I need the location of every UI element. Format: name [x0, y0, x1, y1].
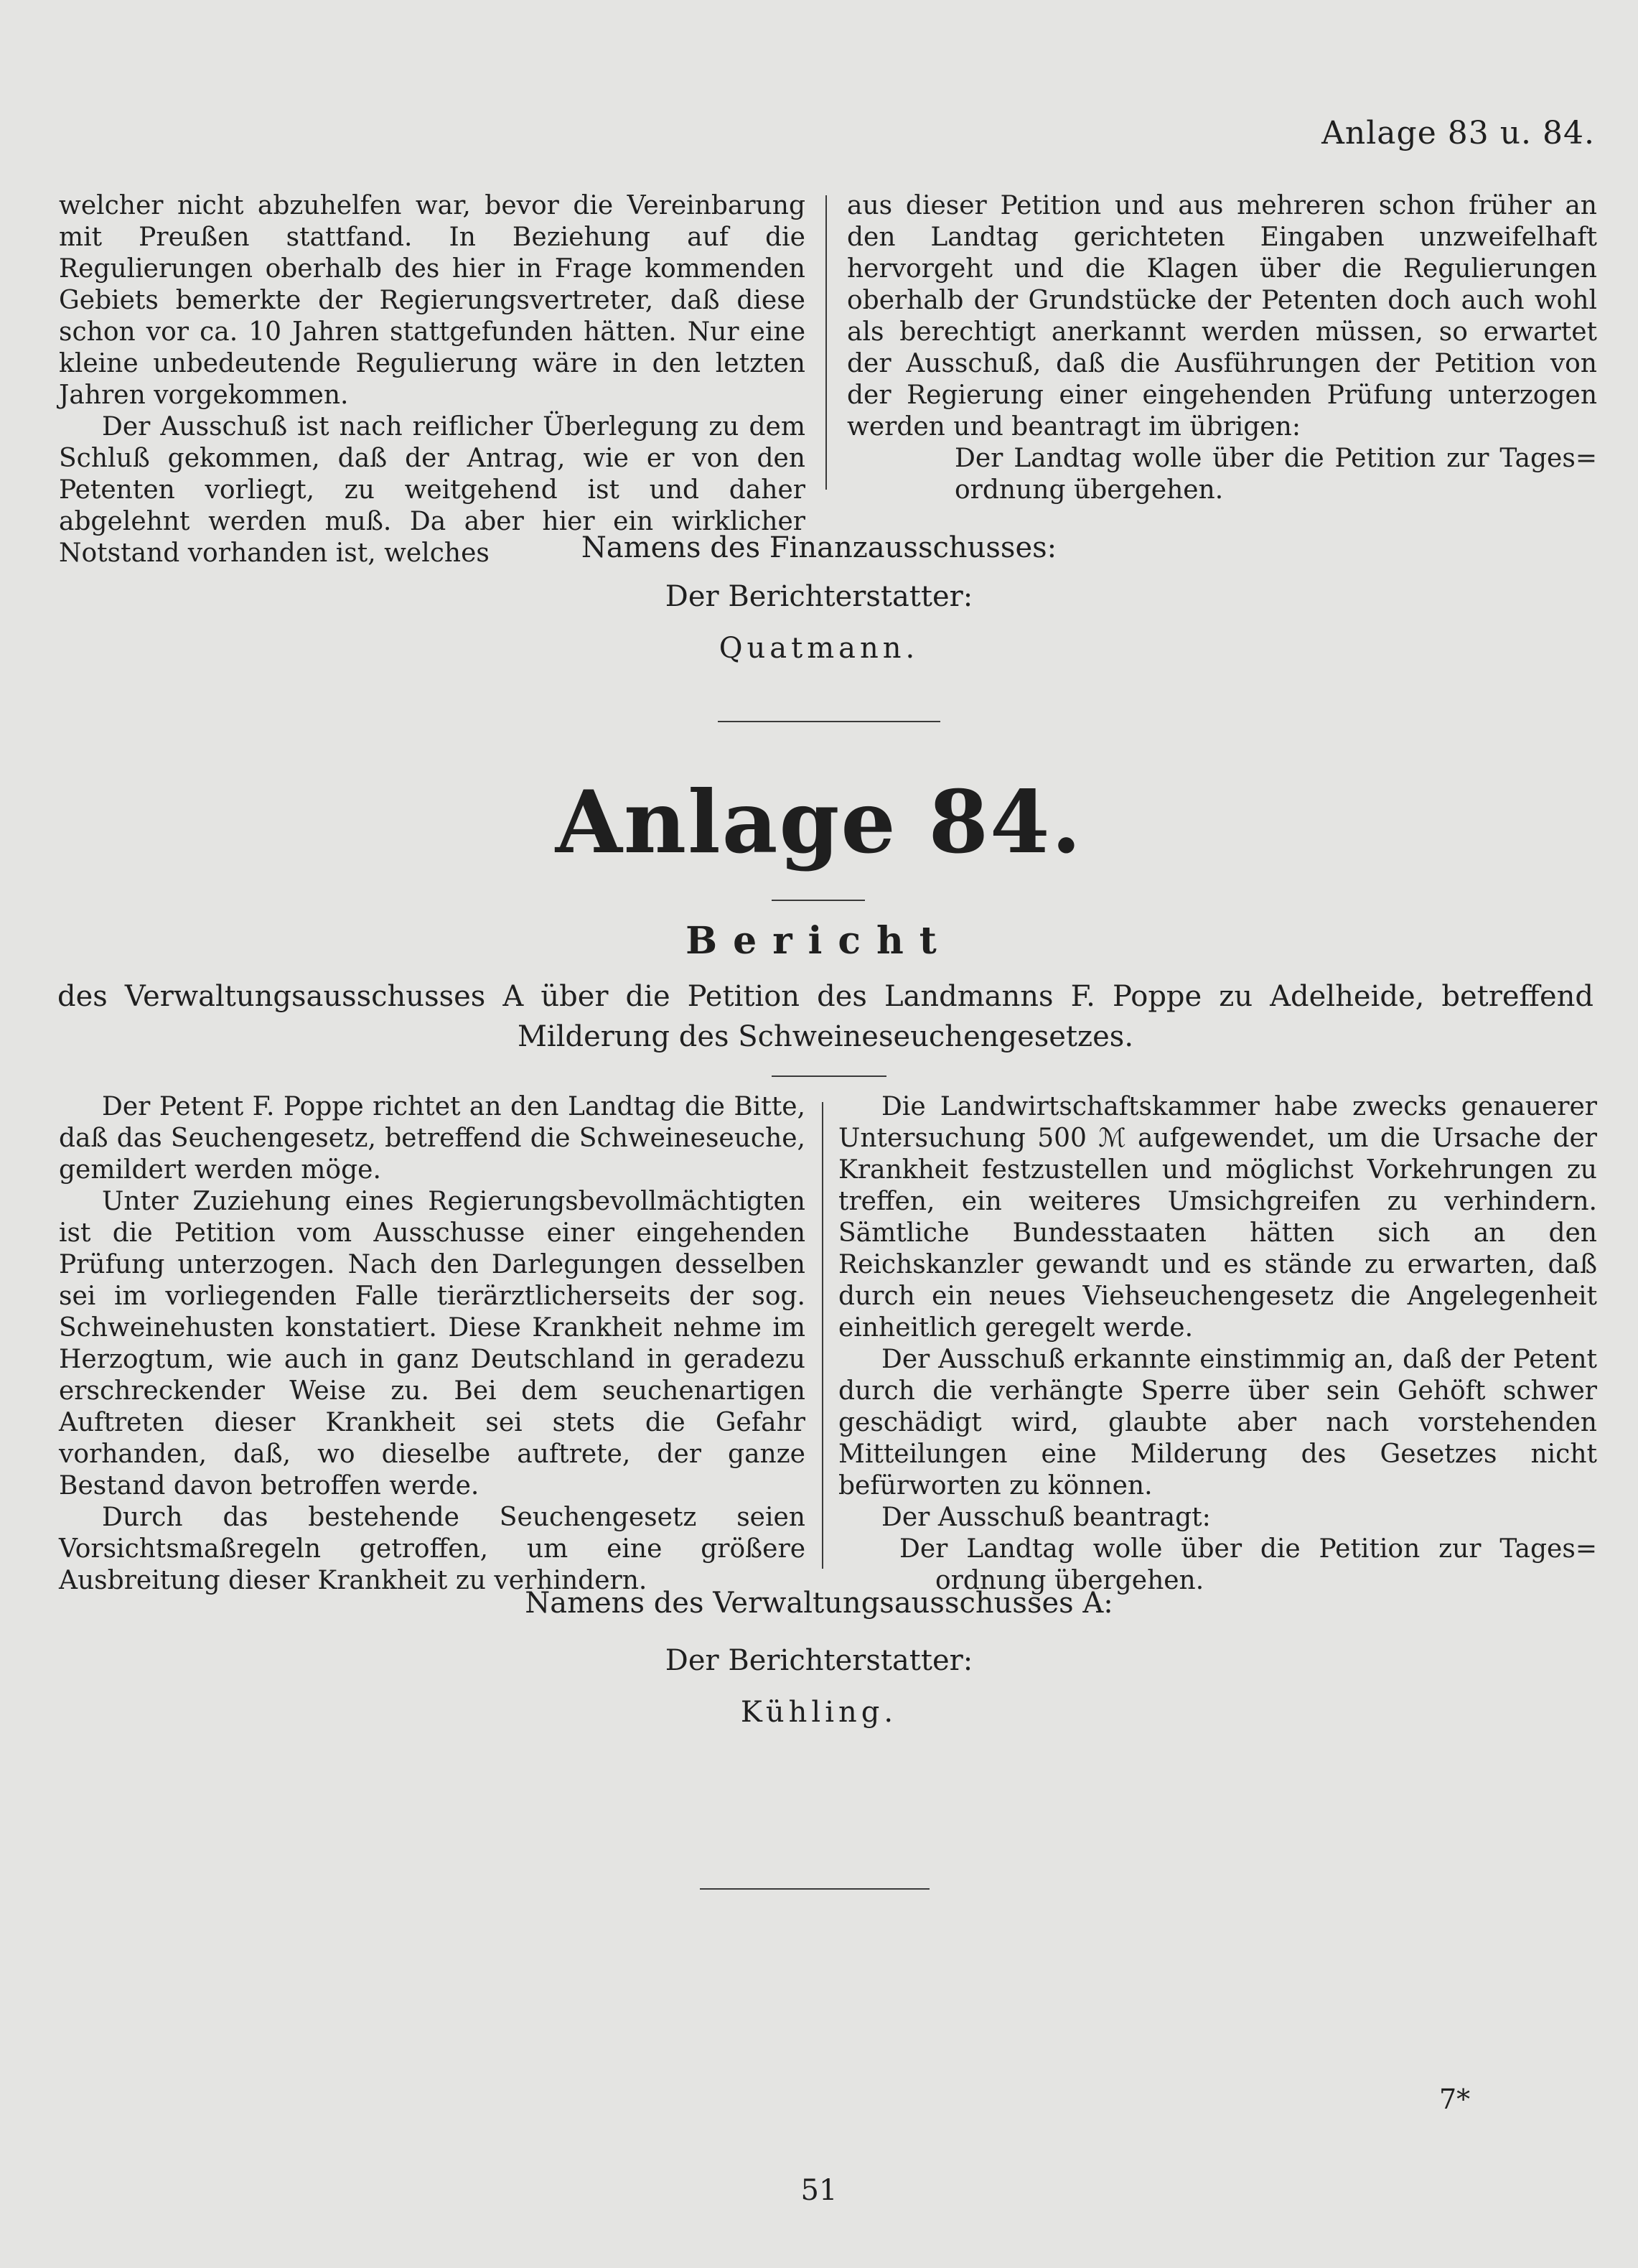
part2-column-divider	[822, 1102, 823, 1569]
printer-signature-mark: 7*	[1439, 2083, 1471, 2115]
report-heading: Bericht	[685, 919, 953, 963]
appendix-title: Anlage 84.	[555, 772, 1083, 873]
part1-left-column	[59, 190, 805, 569]
page-number: 51	[800, 2174, 838, 2207]
part1-left-paragraph-1: welcher nicht abzuhelfen war, bevor die Vereinbarung mit Preußen stattfand. In Beziehung auf die Regulierungen oberhalb des hier in Frage kommenden Gebiets bemerkte der Regierungsvertreter, daß diese schon vor ca. 10 Jahren stattgefunden hätten. Nur eine kleine unbedeutende Regulierung wäre in den letzten Jahren vorgekommen.	[59, 191, 805, 410]
running-header: Anlage 83 u. 84.	[1321, 115, 1595, 151]
part2-motion: Der Landtag wolle über die Petition zur Tages= ordnung übergehen.	[899, 1534, 1597, 1595]
part1-signature-role: Der Berichterstatter:	[665, 580, 973, 613]
section-divider	[718, 721, 940, 722]
end-rule	[700, 1888, 930, 1890]
part1-signature-committee: Namens des Finanzausschusses:	[581, 531, 1057, 564]
part2-right-paragraph-3: Der Ausschuß beantragt:	[881, 1503, 1211, 1532]
part2-signature-name: Kühling.	[740, 1696, 898, 1729]
part1-signature-name: Quatmann.	[719, 632, 919, 665]
part2-left-column	[59, 1091, 805, 1597]
part2-right-paragraph-1: Die Landwirtschaftskammer habe zwecks genauerer Untersuchung 500 ℳ aufgewendet, um die Ursache der Krankheit festzustellen und möglichst Vorkehrungen zu treffen, ein weiteres Umsichgreifen zu verhindern. Sämtliche Bundesstaaten hätten sich an den Reichskanzler gewandt und es stände zu erwarten, daß durch ein neues Viehseuchengesetz die Angelegenheit einheitlich geregelt werde.	[838, 1092, 1597, 1343]
part2-left-paragraph-3: Durch das bestehende Seuchengesetz seien Vorsichtsmaßregeln getroffen, um eine größere Ausbreitung dieser Krankheit zu verhindern.	[59, 1503, 805, 1595]
part1-right-column	[847, 190, 1597, 506]
part1-column-divider	[825, 195, 827, 490]
part1-left-paragraph-2: Der Ausschuß ist nach reiflicher Überlegung zu dem Schluß gekommen, daß der Antrag, wie er von den Petenten vorliegt, zu weitgehend ist und daher abgelehnt werden muß. Da aber hier ein wirklicher Notstand vorhanden ist, welches	[59, 412, 805, 568]
part2-left-paragraph-1: Der Petent F. Poppe richtet an den Landtag die Bitte, daß das Seuchengesetz, betreffend die Schweineseuche, gemildert werden möge.	[59, 1092, 805, 1185]
report-subject: des Verwaltungsausschusses A über die Petition des Landmanns F. Poppe zu Adelheide, betreffend Milderung des Schweineseuchengesetzes.	[57, 980, 1593, 1053]
title-rule	[772, 900, 865, 901]
part2-signature-role: Der Berichterstatter:	[665, 1644, 973, 1677]
part1-right-paragraph-1: aus dieser Petition und aus mehreren schon früher an den Landtag gerichteten Eingaben unzweifelhaft hervorgeht und die Klagen über die Regulierungen oberhalb der Grundstücke der Petenten doch auch wohl als berechtigt anerkannt werden müssen, so erwartet der Ausschuß, daß die Ausführungen der Petition von der Regierung einer eingehenden Prüfung unterzogen werden und beantragt im übrigen:	[847, 191, 1597, 442]
part2-right-column	[838, 1091, 1597, 1597]
part2-right-paragraph-2: Der Ausschuß erkannte einstimmig an, daß der Petent durch die verhängte Sperre über sein Gehöft schwer geschädigt wird, glaubte aber nach vorstehenden Mitteilungen eine Milderung des Gesetzes nicht befürworten zu können.	[838, 1345, 1597, 1501]
part1-motion: Der Landtag wolle über die Petition zur Tages= ordnung übergehen.	[955, 444, 1597, 505]
part2-signature-committee: Namens des Verwaltungsausschusses A:	[525, 1587, 1113, 1620]
part2-left-paragraph-2: Unter Zuziehung eines Regierungsbevollmächtigten ist die Petition vom Ausschusse einer eingehenden Prüfung unterzogen. Nach den Darlegungen desselben sei im vorliegenden Falle tierärztlicherseits der sog. Schweinehusten konstatiert. Diese Krankheit nehme im Herzogtum, wie auch in ganz Deutschland in geradezu erschreckender Weise zu. Bei dem seuchenartigen Auftreten dieser Krankheit sei stets die Gefahr vorhanden, daß, wo dieselbe auftrete, der ganze Bestand davon betroffen werde.	[59, 1187, 805, 1501]
subject-rule	[772, 1075, 886, 1077]
